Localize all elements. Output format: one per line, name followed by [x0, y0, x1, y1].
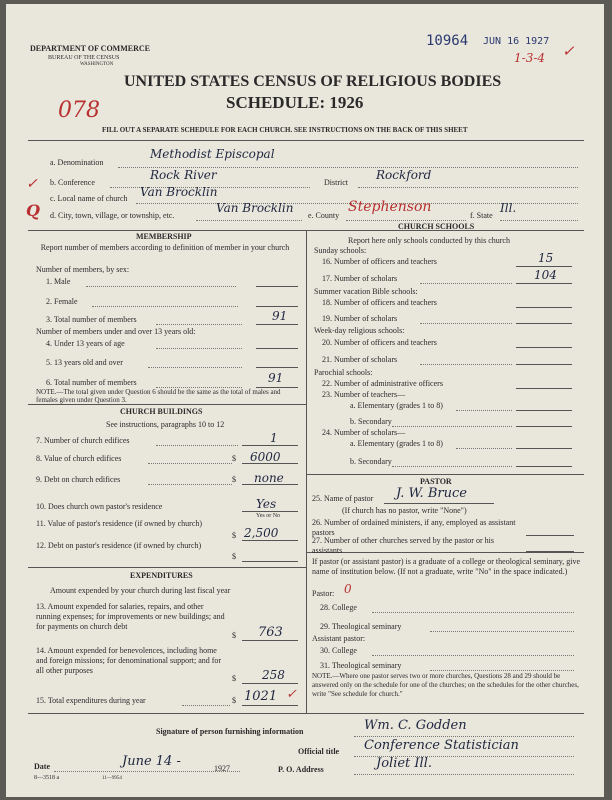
- q17-dots: [420, 283, 512, 284]
- schools-intro: Report here only schools conducted by this church: [348, 236, 510, 245]
- city-value: Van Brocklin: [216, 201, 294, 215]
- form-code: 8—3518 a: [34, 775, 60, 781]
- q11-dollar: $: [232, 531, 236, 540]
- q9-value: none: [254, 471, 284, 485]
- q11-answer-line: [242, 540, 298, 541]
- q23a-label: a. Elementary (grades 1 to 8): [350, 401, 443, 410]
- pastor-title: PASTOR: [420, 477, 452, 486]
- q8-value: 6000: [250, 450, 281, 464]
- q15-dollar: $: [232, 696, 236, 705]
- q3-dots: [156, 324, 242, 325]
- q16-value: 15: [538, 251, 554, 265]
- age-intro: Number of members under and over 13 years old:: [36, 327, 196, 336]
- q10-answer-line: [242, 511, 298, 512]
- po-address-line: [354, 774, 574, 775]
- divider: [28, 567, 306, 568]
- census-schedule-page: [6, 4, 604, 797]
- state-value: Ill.: [500, 201, 517, 215]
- date-year: 1927: [214, 764, 230, 773]
- denomination-label: a. Denomination: [50, 158, 104, 167]
- state-label: f. State: [470, 211, 493, 220]
- q14-dollar: $: [232, 674, 236, 683]
- q5-dots: [148, 367, 242, 368]
- divider: [28, 140, 584, 141]
- pastor-note: NOTE.—Where one pastor serves two or more churches, Questions 28 and 29 should be answered only on the schedule for one of the churches; on the schedules for the other churches, write "See schedule for church.": [312, 672, 579, 698]
- q16-answer-line: [516, 266, 572, 267]
- po-address-value: Joliet Ill.: [376, 756, 432, 771]
- q27-label: 27. Number of other churches served by the pastor or his assistants: [312, 536, 494, 555]
- q1-label: 1. Male: [46, 277, 71, 286]
- q18-label: 18. Number of officers and teachers: [322, 298, 437, 307]
- q6-value: 91: [268, 371, 284, 385]
- po-address-label: P. O. Address: [278, 765, 324, 774]
- q17-answer-line: [516, 283, 572, 284]
- q24b-dots: [392, 466, 512, 467]
- q15-label: 15. Total expenditures during year: [36, 696, 146, 705]
- form-number: 078: [58, 98, 100, 123]
- summer-label: Summer vacation Bible schools:: [314, 287, 418, 296]
- membership-intro: Report number of members according to definition of member in your church: [40, 243, 290, 252]
- q11-value: 2,500: [244, 526, 279, 540]
- form-title: UNITED STATES CENSUS OF RELIGIOUS BODIES: [124, 73, 502, 90]
- q16-label: 16. Number of officers and teachers: [322, 257, 437, 266]
- q9-dots: [148, 484, 232, 485]
- dept-heading: DEPARTMENT OF COMMERCE: [30, 44, 151, 53]
- divider: [28, 404, 306, 405]
- college-note: If pastor (or assistant pastor) is a graduate of a college or theological seminary, give name of institution below. (If not a graduate, write "No" in the space indicated.): [312, 557, 581, 576]
- q13-value: 763: [258, 625, 283, 640]
- q26-answer-line: [526, 535, 574, 536]
- q12-label: 12. Debt on pastor's residence (if owned by church): [36, 541, 202, 550]
- pastor-value: 0: [344, 582, 352, 596]
- q10-value: Yes: [256, 497, 277, 511]
- margin-check: ✓: [26, 176, 38, 192]
- official-title-value: Conference Statistician: [364, 738, 519, 753]
- q13-dollar: $: [232, 631, 236, 640]
- q13-label: 13. Amount expended for salaries, repairs, and other running expenses; for improvements or new buildings; and for payments on church debt: [36, 602, 225, 631]
- q23b-label: b. Secondary: [350, 417, 392, 426]
- column-divider: [306, 230, 307, 713]
- q23b-answer-line: [516, 426, 572, 427]
- official-title-label: Official title: [298, 747, 340, 756]
- stamp-number: 10964: [426, 33, 469, 49]
- q29-line: [430, 631, 574, 632]
- membership-note: NOTE.—The total given under Question 6 should be the same as the total of males and females given under Question 3.: [36, 388, 281, 404]
- parochial-label: Parochial schools:: [314, 368, 373, 377]
- q25-value: J. W. Bruce: [396, 486, 467, 501]
- county-label: e. County: [308, 211, 340, 220]
- q30-label: 30. College: [320, 646, 357, 655]
- sunday-label: Sunday schools:: [314, 246, 367, 255]
- date-value: June 14 -: [122, 754, 181, 769]
- q21-label: 21. Number of scholars: [322, 355, 398, 364]
- q26-label: 26. Number of ordained ministers, if any, employed as assistant pastors: [312, 518, 516, 537]
- q5-label: 5. 13 years old and over: [46, 358, 123, 367]
- q8-dots: [148, 463, 232, 464]
- signature-line: [354, 736, 574, 737]
- q3-answer-line: [256, 324, 298, 325]
- district-line: [358, 187, 578, 188]
- pastor-label: Pastor:: [312, 589, 335, 598]
- q15-dots: [182, 705, 230, 706]
- conference-label: b. Conference: [50, 178, 95, 187]
- q14-value: 258: [262, 668, 285, 682]
- q17-value: 104: [534, 268, 557, 282]
- by-sex-label: Number of members, by sex:: [36, 265, 130, 274]
- q11-label: 11. Value of pastor's residence (if owned by church): [36, 519, 203, 528]
- q4-dots: [156, 348, 242, 349]
- q8-label: 8. Value of church edifices: [36, 454, 122, 463]
- q21-answer-line: [516, 364, 572, 365]
- q25-note: (If church has no pastor, write "None"): [342, 506, 467, 515]
- instruction-line: FILL OUT A SEPARATE SCHEDULE FOR EACH CHURCH. SEE INSTRUCTIONS ON THE BACK OF THIS SHEET: [102, 126, 468, 134]
- buildings-intro: See instructions, paragraphs 10 to 12: [106, 420, 225, 429]
- q31-line: [430, 670, 574, 671]
- q19-label: 19. Number of scholars: [322, 314, 398, 323]
- q22-answer-line: [516, 388, 572, 389]
- q6-label: 6. Total number of members: [46, 378, 137, 387]
- q25-answer-line: [384, 503, 494, 504]
- q19-dots: [420, 323, 512, 324]
- q24b-label: b. Secondary: [350, 457, 392, 466]
- q23a-answer-line: [516, 410, 572, 411]
- q3-value: 91: [272, 309, 288, 323]
- city-line: [196, 220, 302, 221]
- bureau-heading: BUREAU OF THE CENSUS: [48, 55, 120, 61]
- q8-dollar: $: [232, 454, 236, 463]
- q24a-dots: [456, 448, 512, 449]
- print-code: 11—9954: [102, 776, 122, 781]
- q19-answer-line: [516, 323, 572, 324]
- q1-answer-line: [256, 286, 298, 287]
- q18-answer-line: [516, 307, 572, 308]
- q24a-label: a. Elementary (grades 1 to 8): [350, 439, 443, 448]
- q15-check: ✓: [286, 687, 297, 702]
- q30-line: [372, 655, 574, 656]
- q4-label: 4. Under 13 years of age: [46, 339, 125, 348]
- q20-answer-line: [516, 347, 572, 348]
- expenditures-title: EXPENDITURES: [130, 571, 193, 580]
- q27-answer-line: [526, 551, 574, 552]
- local-name-label: c. Local name of church: [50, 194, 128, 203]
- buildings-title: CHURCH BUILDINGS: [120, 407, 203, 416]
- q29-label: 29. Theological seminary: [320, 622, 402, 631]
- q20-label: 20. Number of officers and teachers: [322, 338, 437, 347]
- q14-answer-line: [242, 683, 298, 684]
- q17-label: 17. Number of scholars: [322, 274, 398, 283]
- q28-line: [372, 612, 574, 613]
- q24a-answer-line: [516, 448, 572, 449]
- signature-value: Wm. C. Godden: [364, 718, 467, 733]
- q3-label: 3. Total number of members: [46, 315, 137, 324]
- q1-dots: [86, 286, 236, 287]
- assistant-label: Assistant pastor:: [312, 634, 366, 643]
- divider: [306, 474, 584, 475]
- county-line: [346, 220, 466, 221]
- schools-title: CHURCH SCHOOLS: [398, 222, 475, 231]
- q15-value: 1021: [244, 689, 278, 704]
- stamp-check: ✓: [562, 42, 575, 60]
- q2-answer-line: [256, 306, 298, 307]
- q23a-dots: [456, 410, 512, 411]
- expenditures-intro: Amount expended by your church during last fiscal year: [50, 586, 231, 595]
- q7-label: 7. Number of church edifices: [36, 436, 130, 445]
- city-label: d. City, town, village, or township, etc.: [50, 211, 175, 220]
- state-line: [500, 220, 578, 221]
- q7-value: 1: [270, 431, 278, 445]
- q28-label: 28. College: [320, 603, 357, 612]
- q4-answer-line: [256, 348, 298, 349]
- red-note: 1-3-4: [514, 51, 546, 65]
- stamp-date: JUN 16 1927: [483, 36, 550, 47]
- q10-label: 10. Does church own pastor's residence: [36, 502, 163, 511]
- district-value: Rockford: [376, 168, 432, 182]
- city-heading: WASHINGTON: [80, 62, 114, 67]
- q12-answer-line: [242, 561, 298, 562]
- form-subtitle: SCHEDULE: 1926: [226, 93, 364, 112]
- q10-hint: Yes or No: [256, 513, 281, 519]
- q7-answer-line: [242, 445, 298, 446]
- weekday-label: Week-day religious schools:: [314, 326, 405, 335]
- q2-dots: [92, 306, 238, 307]
- q13-answer-line: [242, 640, 298, 641]
- local-name-value: Van Brocklin: [140, 185, 218, 199]
- q5-answer-line: [256, 367, 298, 368]
- q15-answer-line: [242, 705, 298, 706]
- county-value: Stephenson: [348, 199, 432, 215]
- membership-title: MEMBERSHIP: [136, 232, 192, 241]
- q31-label: 31. Theological seminary: [320, 661, 402, 670]
- q24b-answer-line: [516, 466, 572, 467]
- q9-label: 9. Debt on church edifices: [36, 475, 121, 484]
- conference-value: Rock River: [150, 168, 217, 182]
- q22-label: 22. Number of administrative officers: [322, 379, 443, 388]
- signature-label: Signature of person furnishing information: [156, 727, 304, 736]
- q2-label: 2. Female: [46, 297, 78, 306]
- q7-dots: [156, 445, 238, 446]
- q23b-dots: [392, 426, 512, 427]
- margin-q-mark: Q: [26, 201, 40, 220]
- denomination-value: Methodist Episcopal: [150, 147, 275, 161]
- q21-dots: [420, 364, 512, 365]
- q23-label: 23. Number of teachers—: [322, 390, 406, 399]
- q24-label: 24. Number of scholars—: [322, 428, 406, 437]
- q14-label: 14. Amount expended for benevolences, including home and foreign missions; for denominational support; and for all other purposes: [36, 646, 222, 675]
- date-label: Date: [34, 762, 50, 771]
- q9-dollar: $: [232, 475, 236, 484]
- q12-dollar: $: [232, 552, 236, 561]
- date-line: [54, 771, 240, 772]
- q25-label: 25. Name of pastor: [312, 494, 374, 503]
- divider: [28, 713, 584, 714]
- district-label: District: [324, 178, 348, 187]
